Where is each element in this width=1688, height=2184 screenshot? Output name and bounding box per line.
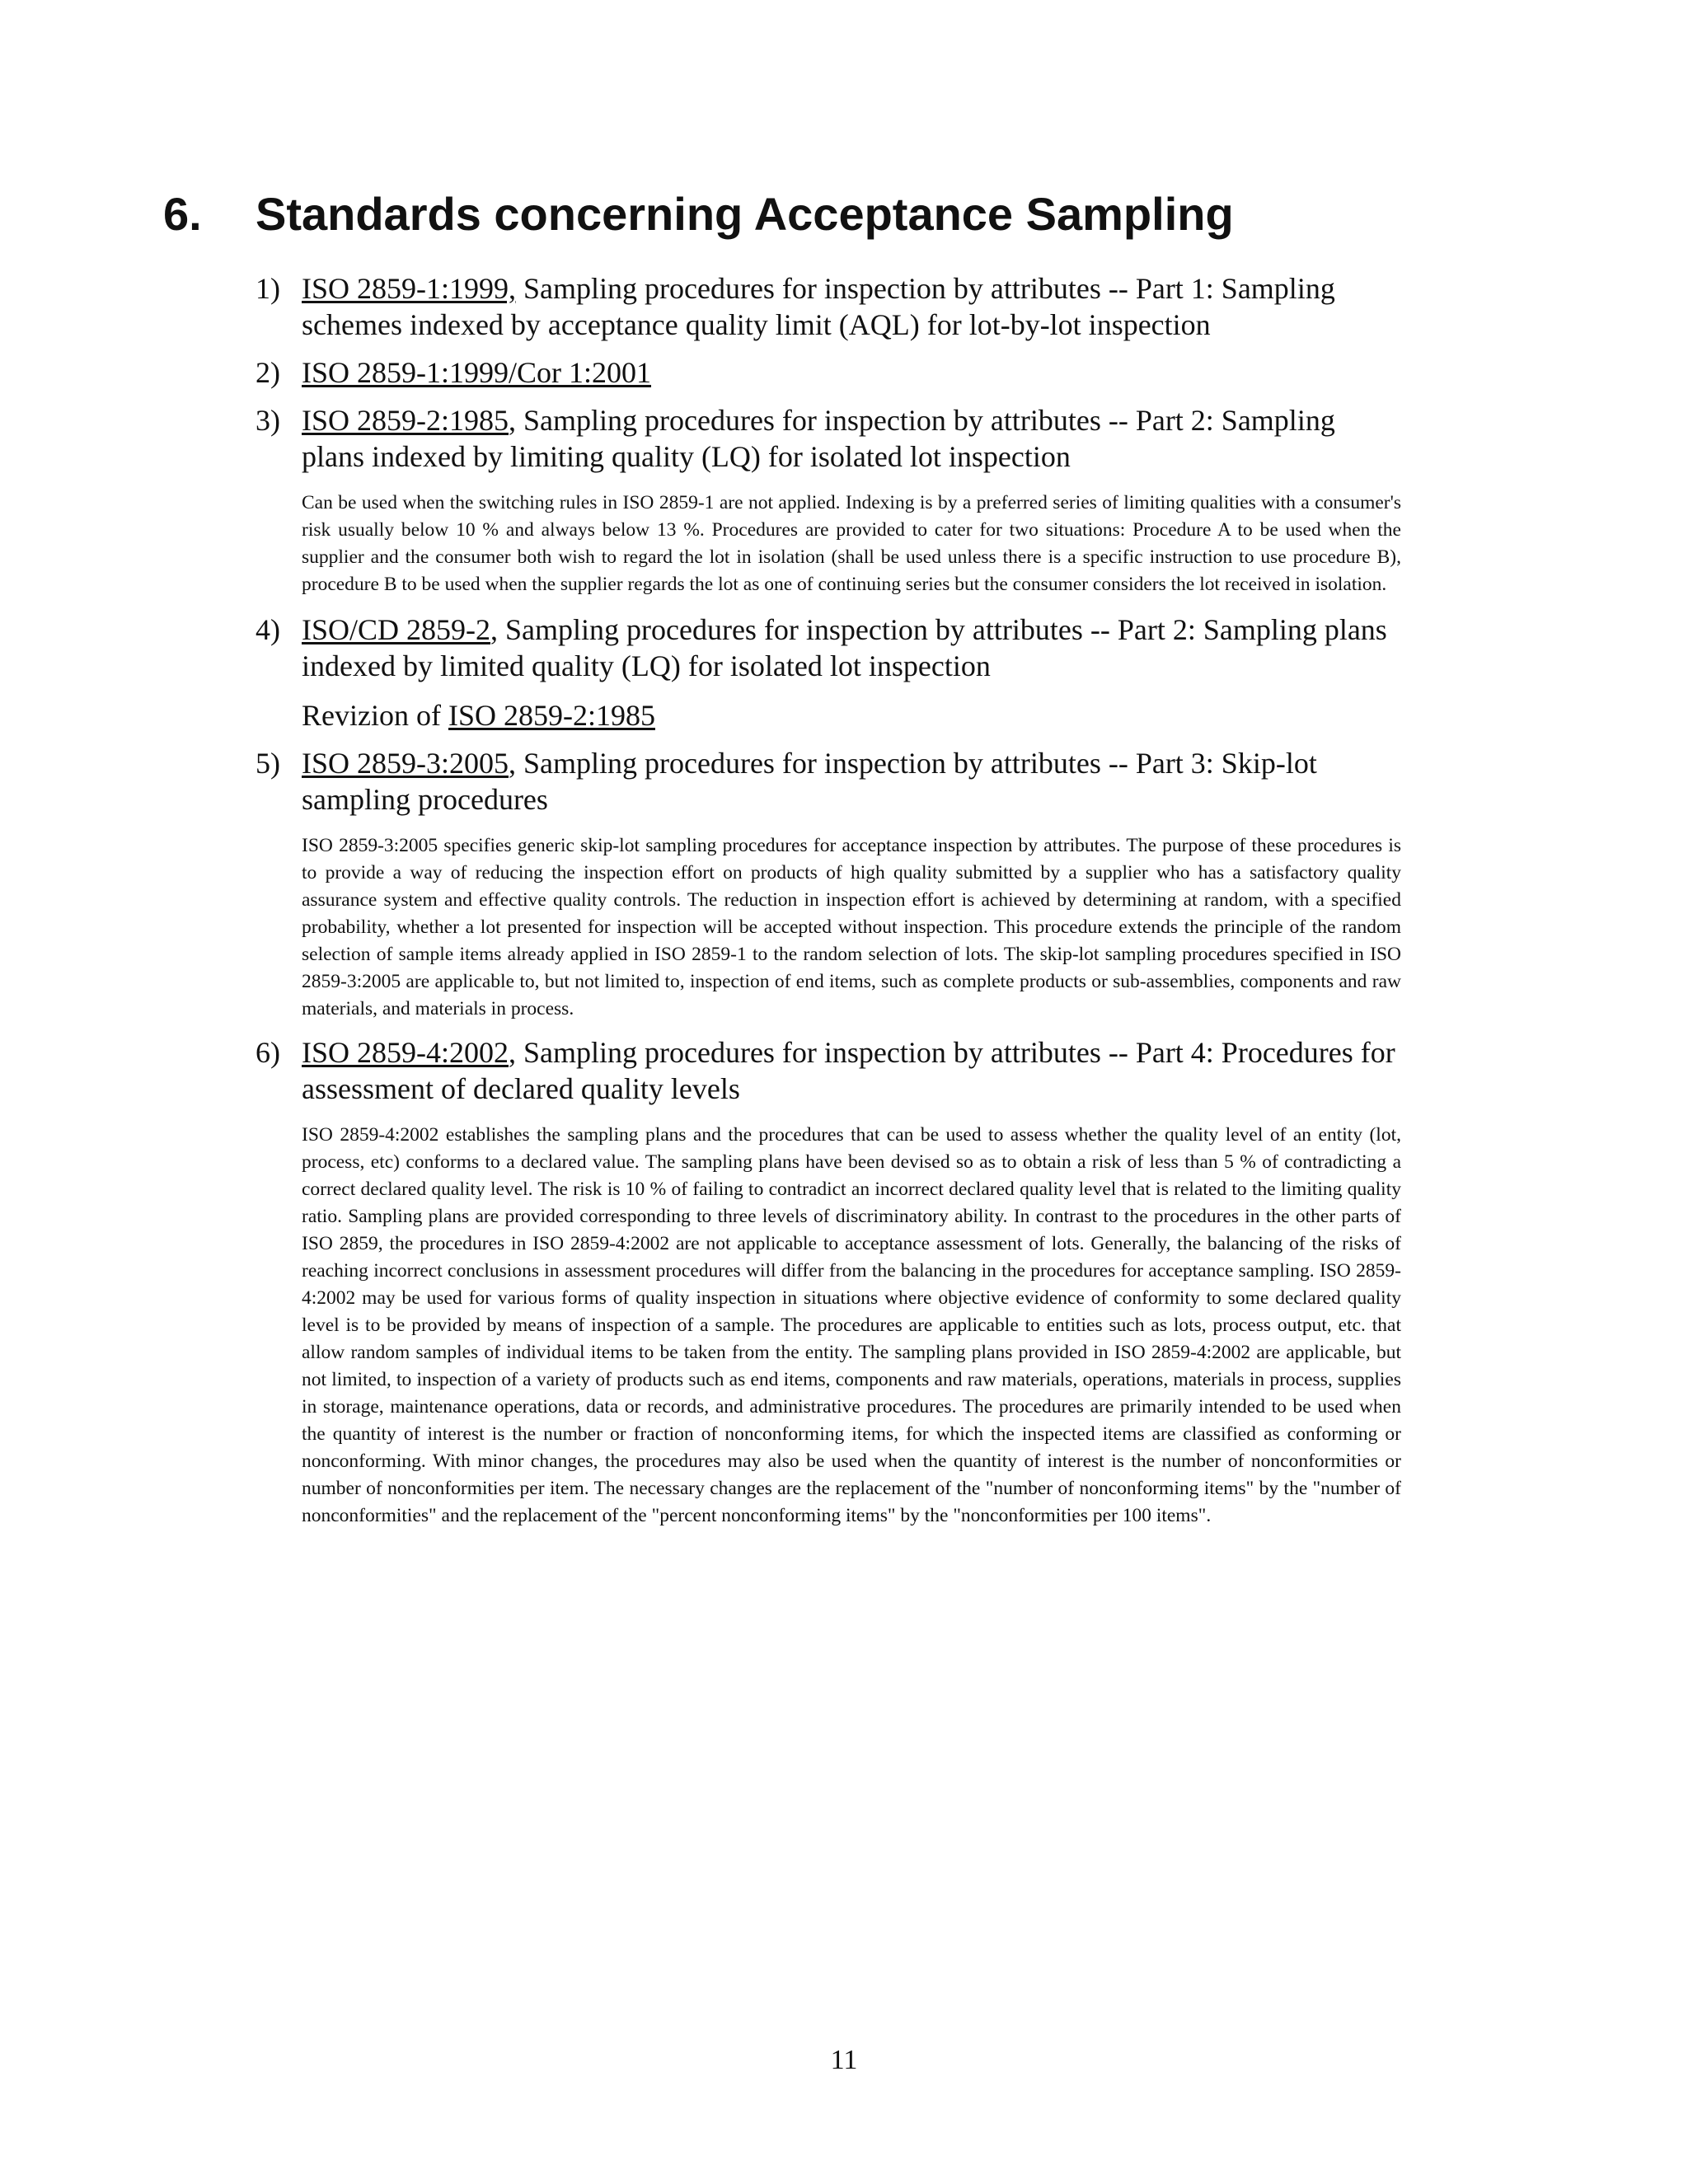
standard-link[interactable]: ISO 2859-2:1985 xyxy=(302,404,509,437)
standard-link[interactable]: ISO 2859-4:2002 xyxy=(302,1036,509,1069)
list-item xyxy=(256,270,1401,343)
list-item xyxy=(256,745,1401,1023)
standard-title: , Sampling procedures for inspection by attributes -- Part 3: Skip-lot sampling procedures xyxy=(302,747,1317,816)
item-description: Can be used when the switching rules in ISO 2859-1 are not applied. Indexing is by a preferred series of limiting qualities with a consumer's risk usually below 10 % and always below 13 %. Procedures are provided to cater for two situations: Procedure A to be used when the supplier and the consumer both wish to regard the lot in isolation (shall be used unless there is a specific instruction to use procedure B), procedure B to be used when the supplier regards the lot as one of continuing series but the consumer considers the lot received in isolation. xyxy=(302,492,1401,595)
section-heading xyxy=(163,185,1564,244)
page-number: 11 xyxy=(830,2045,858,2075)
standards-list xyxy=(256,270,1401,1530)
item-description: ISO 2859-3:2005 specifies generic skip-lot sampling procedures for acceptance inspection by attributes. The purpose of these procedures is to provide a way of reducing the inspection effort on products of high quality submitted by a supplier who has a satisfactory quality assurance system and effective quality controls. The reduction in inspection effort is achieved by determining at random, with a specified probability, whether a lot presented for inspection will be accepted without inspection. This procedure extends the principle of the random selection of sample items already applied in ISO 2859-1 to the random selection of lots. The skip-lot sampling procedures specified in ISO 2859-3:2005 are applicable to, but not limited to, inspection of end items, such as complete products or sub-assemblies, components and raw materials, and materials in process. xyxy=(302,835,1401,1019)
list-item xyxy=(256,612,1401,733)
item-title xyxy=(302,270,1401,343)
item-marker: 6) xyxy=(256,1036,280,1069)
revision-prefix: Revizion of xyxy=(302,699,448,732)
item-title xyxy=(302,745,1401,818)
standard-title: , Sampling procedures for inspection by attributes -- Part 2: Sampling plans indexed by limited quality (LQ) for isolated lot inspection xyxy=(302,613,1387,682)
item-title xyxy=(302,1034,1401,1107)
section-number: 6. xyxy=(163,188,202,240)
item-marker: 5) xyxy=(256,747,280,780)
section-title: Standards concerning Acceptance Sampling xyxy=(256,188,1234,240)
standard-link[interactable]: ISO/CD 2859-2 xyxy=(302,613,491,646)
standard-link[interactable]: ISO 2859-3:2005 xyxy=(302,747,509,780)
item-marker: 1) xyxy=(256,272,280,305)
standard-title: Sampling procedures for inspection by attributes -- Part 1: Sampling schemes indexed by acceptance quality limit (AQL) for lot-by-lot inspection xyxy=(302,272,1335,341)
list-item xyxy=(256,1034,1401,1530)
item-description: ISO 2859-4:2002 establishes the sampling plans and the procedures that can be used to assess whether the quality level of an entity (lot, process, etc) conforms to a declared value. The sampling plans have been devised so as to obtain a risk of less than 5 % of contradicting a correct declared quality level. The risk is 10 % of failing to contradict an incorrect declared quality level that is related to the limiting quality ratio. Sampling plans are provided corresponding to three levels of discriminatory ability. In contrast to the procedures in the other parts of ISO 2859, the procedures in ISO 2859-4:2002 are not applicable to acceptance assessment of lots. Generally, the balancing of the risks of reaching incorrect conclusions in assessment procedures will differ from the balancing in the procedures for acceptance sampling. ISO 2859-4:2002 may be used for various forms of quality inspection in situations where objective evidence of conformity to some declared quality level is to be provided by means of inspection of a sample. The procedures are applicable to entities such as lots, process output, etc. that allow random samples of individual items to be taken from the entity. The sampling plans provided in ISO 2859-4:2002 are applicable, but not limited, to inspection of a variety of products such as end items, components and raw materials, operations, materials in process, supplies in storage, maintenance operations, data or records, and administrative procedures. The procedures are primarily intended to be used when the quantity of interest is the number or fraction of nonconforming items, for which the inspected items are classified as conforming or nonconforming. With minor changes, the procedures may also be used when the quantity of interest is the number of nonconformities or number of nonconformities per item. The necessary changes are the replacement of the "number of nonconforming items" by the "number of nonconformities" and the replacement of the "percent nonconforming items" by the "nonconformities per 100 items". xyxy=(302,1124,1401,1526)
standard-link[interactable]: ISO 2859-1:1999/Cor 1:2001 xyxy=(302,356,652,389)
item-title xyxy=(302,402,1401,475)
standard-title: , Sampling procedures for inspection by attributes -- Part 2: Sampling plans indexed by limiting quality (LQ) for isolated lot inspection xyxy=(302,404,1335,473)
item-title xyxy=(302,612,1401,684)
item-marker: 3) xyxy=(256,404,280,437)
item-marker: 4) xyxy=(256,613,280,646)
revision-link[interactable]: ISO 2859-2:1985 xyxy=(448,699,655,732)
list-item xyxy=(256,354,1401,391)
item-marker: 2) xyxy=(256,356,280,389)
list-item xyxy=(256,402,1401,598)
standard-link[interactable]: ISO 2859-1:1999, xyxy=(302,272,516,305)
item-title xyxy=(302,354,1401,391)
standard-title: , Sampling procedures for inspection by attributes -- Part 4: Procedures for assessment of declared quality levels xyxy=(302,1036,1395,1105)
revision-note xyxy=(302,697,1401,733)
